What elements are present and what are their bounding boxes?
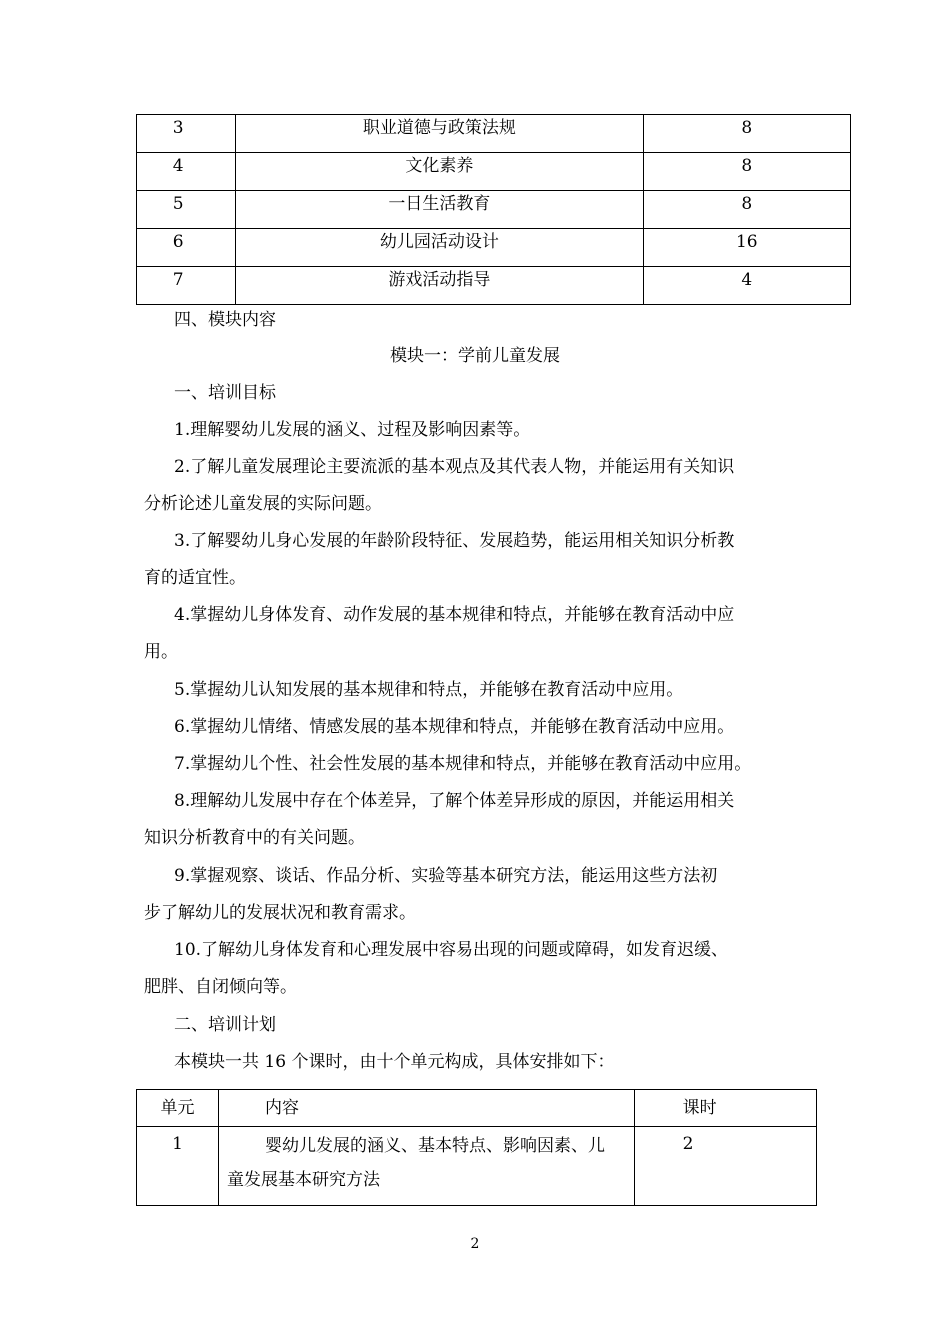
goal-line: 4.掌握幼儿身体发育、动作发展的基本规律和特点，并能够在教育活动中应	[174, 605, 735, 625]
course-name: 文化素养	[236, 153, 643, 191]
unit-number: 1	[137, 1127, 219, 1206]
table-row	[137, 153, 851, 191]
table-header-row	[137, 1090, 817, 1127]
goal-line: 3.了解婴幼儿身心发展的年龄阶段特征、发展趋势，能运用相关知识分析教	[174, 531, 735, 551]
table-row	[137, 191, 851, 229]
page-number: 2	[470, 1236, 480, 1252]
goal-line: 分析论述儿童发展的实际问题。	[144, 494, 382, 514]
goal-line: 6.掌握幼儿情绪、情感发展的基本规律和特点，并能够在教育活动中应用。	[174, 717, 735, 737]
course-name: 幼儿园活动设计	[236, 229, 643, 267]
unit-hours: 2	[634, 1127, 816, 1206]
goal-line: 知识分析教育中的有关问题。	[144, 828, 365, 848]
goal-line: 5.掌握幼儿认知发展的基本规律和特点，并能够在教育活动中应用。	[174, 680, 684, 700]
goals-heading: 一、培训目标	[174, 383, 276, 403]
goal-line: 2.了解儿童发展理论主要流派的基本观点及其代表人物，并能运用有关知识	[174, 457, 735, 477]
course-name: 职业道德与政策法规	[236, 115, 643, 153]
goal-line: 步了解幼儿的发展状况和教育需求。	[144, 903, 416, 923]
course-hours: 16	[643, 229, 850, 267]
header-content: 内容	[219, 1090, 635, 1127]
section-heading: 四、模块内容	[174, 310, 276, 330]
header-unit: 单元	[137, 1090, 219, 1127]
header-hours: 课时	[634, 1090, 816, 1127]
row-number: 7	[137, 267, 236, 305]
goal-line: 育的适宜性。	[144, 568, 246, 588]
row-number: 3	[137, 115, 236, 153]
table-row	[137, 229, 851, 267]
goal-line: 肥胖、自闭倾向等。	[144, 977, 297, 997]
unit-content	[219, 1127, 635, 1206]
row-number: 6	[137, 229, 236, 267]
row-number: 4	[137, 153, 236, 191]
course-hours: 8	[643, 153, 850, 191]
module-title: 模块一：学前儿童发展	[390, 346, 560, 366]
table-row	[137, 267, 851, 305]
course-hours-table	[136, 114, 851, 305]
unit-content-line: 童发展基本研究方法	[227, 1170, 381, 1190]
plan-heading: 二、培训计划	[174, 1015, 276, 1035]
row-number: 5	[137, 191, 236, 229]
course-hours: 4	[643, 267, 850, 305]
unit-plan-table	[136, 1089, 817, 1206]
course-hours: 8	[643, 191, 850, 229]
goal-line: 9.掌握观察、谈话、作品分析、实验等基本研究方法，能运用这些方法初	[174, 866, 718, 886]
goal-line: 8.理解幼儿发展中存在个体差异，了解个体差异形成的原因，并能运用相关	[174, 791, 735, 811]
goal-line: 用。	[144, 642, 178, 662]
course-name: 一日生活教育	[236, 191, 643, 229]
unit-content-line: 婴幼儿发展的涵义、基本特点、影响因素、儿	[265, 1136, 606, 1156]
goal-line: 7.掌握幼儿个性、社会性发展的基本规律和特点，并能够在教育活动中应用。	[174, 754, 752, 774]
goal-line: 1.理解婴幼儿发展的涵义、过程及影响因素等。	[174, 420, 531, 440]
table-row	[137, 115, 851, 153]
goal-line: 10.了解幼儿身体发育和心理发展中容易出现的问题或障碍，如发育迟缓、	[174, 940, 729, 960]
course-name: 游戏活动指导	[236, 267, 643, 305]
plan-intro: 本模块一共 16 个课时，由十个单元构成，具体安排如下：	[174, 1052, 615, 1072]
table-row	[137, 1127, 817, 1206]
course-hours: 8	[643, 115, 850, 153]
